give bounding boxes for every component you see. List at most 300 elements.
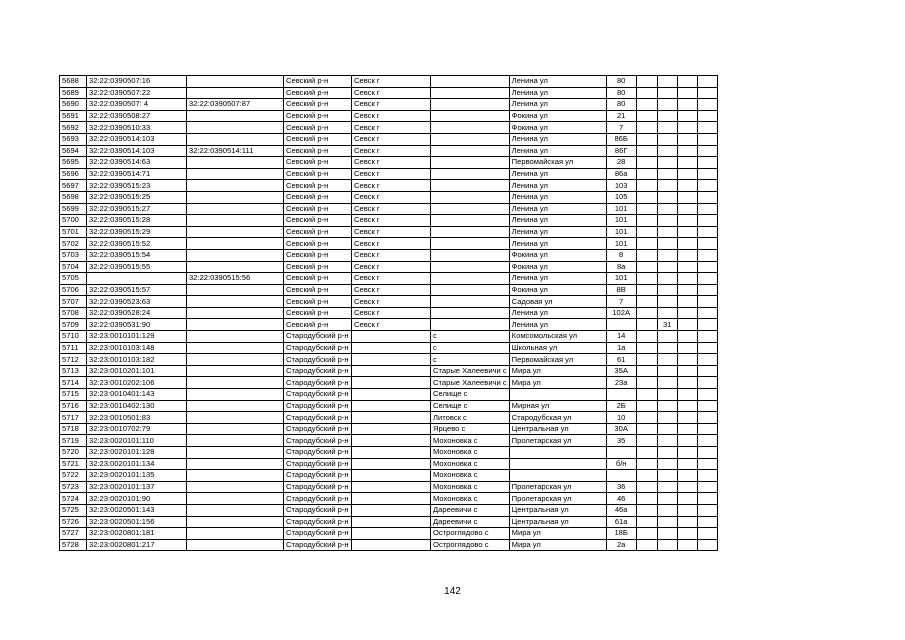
- table-row: [60, 377, 718, 389]
- cell-street: Фокина ул: [509, 261, 606, 273]
- cell-city: [352, 447, 431, 459]
- cell-house-number: 8а: [606, 261, 636, 273]
- cell-settlement: Остроглядово с: [431, 539, 510, 551]
- cell-cadastral-number: 32:23:0010402:130: [87, 400, 187, 412]
- cell-extra-1: [636, 354, 657, 366]
- cell-linked-cadastral-number: [187, 377, 284, 389]
- cell-house-number: 61: [606, 354, 636, 366]
- cell-extra-2: [657, 133, 677, 145]
- cell-street: Пролетарская ул: [509, 481, 606, 493]
- cell-house-number: 7: [606, 122, 636, 134]
- table-row: [60, 203, 718, 215]
- cell-city: Севск г: [352, 180, 431, 192]
- cell-cadastral-number: 32:23:0010702:79: [87, 423, 187, 435]
- cell-settlement: Мохоновка с: [431, 435, 510, 447]
- cell-settlement: [431, 203, 510, 215]
- cell-extra-2: [657, 180, 677, 192]
- cell-settlement: Старые Халеевичи с: [431, 377, 510, 389]
- cell-extra-2: [657, 249, 677, 261]
- cell-cadastral-number: 32:22:0390528:24: [87, 307, 187, 319]
- cell-district: Севский р-н: [284, 319, 352, 331]
- cell-settlement: [431, 249, 510, 261]
- cell-house-number: 86Б: [606, 133, 636, 145]
- cell-house-number: 28: [606, 157, 636, 169]
- cell-settlement: [431, 238, 510, 250]
- cell-extra-3: [677, 203, 697, 215]
- table-row: [60, 191, 718, 203]
- cell-street: Мира ул: [509, 528, 606, 540]
- table-row: [60, 354, 718, 366]
- cell-extra-3: [677, 296, 697, 308]
- cell-house-number: [606, 319, 636, 331]
- cell-street: Ленина ул: [509, 203, 606, 215]
- cell-linked-cadastral-number: [187, 157, 284, 169]
- cell-house-number: 101: [606, 215, 636, 227]
- cell-cadastral-number: 32:23:0020501:156: [87, 516, 187, 528]
- cell-street: Ленина ул: [509, 226, 606, 238]
- cell-extra-1: [636, 261, 657, 273]
- cell-extra-1: [636, 215, 657, 227]
- cell-extra-3: [677, 447, 697, 459]
- cell-linked-cadastral-number: [187, 284, 284, 296]
- cell-extra-2: [657, 528, 677, 540]
- cell-street: Ленина ул: [509, 76, 606, 88]
- cell-house-number: 86Г: [606, 145, 636, 157]
- cell-linked-cadastral-number: [187, 319, 284, 331]
- table-row: [60, 504, 718, 516]
- cell-linked-cadastral-number: [187, 168, 284, 180]
- cell-settlement: Селище с: [431, 400, 510, 412]
- table-row: [60, 481, 718, 493]
- cell-extra-2: [657, 226, 677, 238]
- cell-district: Стародубский р-н: [284, 447, 352, 459]
- cell-house-number: 101: [606, 226, 636, 238]
- cell-city: Севск г: [352, 203, 431, 215]
- cell-extra-3: [677, 470, 697, 482]
- table-row: [60, 87, 718, 99]
- cell-street: Стародубская ул: [509, 412, 606, 424]
- cell-extra-1: [636, 435, 657, 447]
- cell-city: Севск г: [352, 296, 431, 308]
- cell-city: Севск г: [352, 307, 431, 319]
- cell-extra-2: [657, 481, 677, 493]
- cell-row-number: 5714: [60, 377, 87, 389]
- cell-settlement: [431, 273, 510, 285]
- cell-extra-1: [636, 389, 657, 401]
- cell-extra-2: [657, 389, 677, 401]
- cell-linked-cadastral-number: [187, 539, 284, 551]
- cell-row-number: 5707: [60, 296, 87, 308]
- cell-linked-cadastral-number: [187, 423, 284, 435]
- cell-house-number: 10: [606, 412, 636, 424]
- cell-district: Стародубский р-н: [284, 365, 352, 377]
- cell-city: [352, 331, 431, 343]
- cell-extra-2: [657, 87, 677, 99]
- cell-extra-3: [677, 539, 697, 551]
- cell-street: Мира ул: [509, 377, 606, 389]
- table-row: [60, 493, 718, 505]
- table-row: [60, 180, 718, 192]
- cell-house-number: 101: [606, 238, 636, 250]
- cell-street: Ленина ул: [509, 319, 606, 331]
- cell-house-number: 18Б: [606, 528, 636, 540]
- cell-street: Ленина ул: [509, 273, 606, 285]
- cell-extra-2: [657, 191, 677, 203]
- cell-house-number: 80: [606, 76, 636, 88]
- cell-settlement: [431, 99, 510, 111]
- cell-city: Севск г: [352, 110, 431, 122]
- cell-settlement: Мохоновка с: [431, 470, 510, 482]
- cell-house-number: 80: [606, 99, 636, 111]
- table-row: [60, 307, 718, 319]
- cell-district: Стародубский р-н: [284, 504, 352, 516]
- cell-city: [352, 481, 431, 493]
- cell-extra-2: [657, 423, 677, 435]
- cell-extra-1: [636, 516, 657, 528]
- cell-street: Фокина ул: [509, 122, 606, 134]
- cell-empty: [697, 504, 717, 516]
- cell-district: Стародубский р-н: [284, 331, 352, 343]
- cell-extra-3: [677, 516, 697, 528]
- cell-settlement: с: [431, 342, 510, 354]
- cell-settlement: [431, 307, 510, 319]
- cell-city: [352, 354, 431, 366]
- cell-cadastral-number: 32:23:0010201:101: [87, 365, 187, 377]
- cell-empty: [697, 354, 717, 366]
- cell-empty: [697, 470, 717, 482]
- cell-empty: [697, 99, 717, 111]
- cell-district: Севский р-н: [284, 284, 352, 296]
- cell-house-number: 8: [606, 249, 636, 261]
- cell-empty: [697, 76, 717, 88]
- cell-house-number: 30А: [606, 423, 636, 435]
- cell-row-number: 5726: [60, 516, 87, 528]
- cell-city: [352, 435, 431, 447]
- cell-empty: [697, 110, 717, 122]
- cell-cadastral-number: 32:22:0390514:71: [87, 168, 187, 180]
- cell-settlement: Старые Халеевичи с: [431, 365, 510, 377]
- table-row: [60, 400, 718, 412]
- cell-cadastral-number: 32:22:0390507: 4: [87, 99, 187, 111]
- cell-city: Севск г: [352, 145, 431, 157]
- cell-row-number: 5693: [60, 133, 87, 145]
- cell-extra-3: [677, 377, 697, 389]
- data-table: [59, 75, 718, 551]
- cell-linked-cadastral-number: [187, 87, 284, 99]
- cell-district: Стародубский р-н: [284, 354, 352, 366]
- cell-settlement: [431, 191, 510, 203]
- cell-extra-1: [636, 203, 657, 215]
- cell-linked-cadastral-number: [187, 400, 284, 412]
- cell-cadastral-number: 32:22:0390515:28: [87, 215, 187, 227]
- cell-house-number: [606, 389, 636, 401]
- cell-empty: [697, 481, 717, 493]
- cell-cadastral-number: 32:22:0390515:25: [87, 191, 187, 203]
- cell-row-number: 5719: [60, 435, 87, 447]
- cell-linked-cadastral-number: [187, 249, 284, 261]
- cell-linked-cadastral-number: [187, 528, 284, 540]
- cell-empty: [697, 365, 717, 377]
- cell-house-number: 14: [606, 331, 636, 343]
- cell-extra-2: 31: [657, 319, 677, 331]
- cell-linked-cadastral-number: [187, 354, 284, 366]
- cell-row-number: 5704: [60, 261, 87, 273]
- table-row: [60, 412, 718, 424]
- cell-district: Севский р-н: [284, 238, 352, 250]
- cell-row-number: 5690: [60, 99, 87, 111]
- cell-linked-cadastral-number: 32:22:0390507:87: [187, 99, 284, 111]
- cell-row-number: 5699: [60, 203, 87, 215]
- cell-empty: [697, 423, 717, 435]
- cell-row-number: 5691: [60, 110, 87, 122]
- cell-linked-cadastral-number: [187, 365, 284, 377]
- cell-empty: [697, 87, 717, 99]
- cell-city: [352, 423, 431, 435]
- cell-cadastral-number: 32:23:0010501:83: [87, 412, 187, 424]
- cell-extra-1: [636, 168, 657, 180]
- cell-city: [352, 377, 431, 389]
- cell-district: Стародубский р-н: [284, 539, 352, 551]
- cell-house-number: 102А: [606, 307, 636, 319]
- cell-linked-cadastral-number: 32:22:0390514:111: [187, 145, 284, 157]
- cell-extra-3: [677, 458, 697, 470]
- cell-empty: [697, 342, 717, 354]
- cell-house-number: б/н: [606, 458, 636, 470]
- cell-extra-3: [677, 191, 697, 203]
- cell-extra-1: [636, 504, 657, 516]
- cell-settlement: [431, 261, 510, 273]
- cell-district: Севский р-н: [284, 133, 352, 145]
- cell-street: Школьная ул: [509, 342, 606, 354]
- table-row: [60, 122, 718, 134]
- cell-street: Ленина ул: [509, 180, 606, 192]
- cell-empty: [697, 122, 717, 134]
- cell-extra-2: [657, 273, 677, 285]
- cell-settlement: [431, 122, 510, 134]
- table-body: [60, 76, 718, 551]
- cell-extra-1: [636, 145, 657, 157]
- cell-empty: [697, 493, 717, 505]
- cell-cadastral-number: 32:23:0020801:181: [87, 528, 187, 540]
- cell-extra-1: [636, 493, 657, 505]
- cell-extra-1: [636, 447, 657, 459]
- cell-district: Севский р-н: [284, 122, 352, 134]
- cell-city: Севск г: [352, 249, 431, 261]
- cell-cadastral-number: 32:22:0390515:27: [87, 203, 187, 215]
- cell-house-number: 86а: [606, 168, 636, 180]
- cell-district: Севский р-н: [284, 261, 352, 273]
- cell-district: Стародубский р-н: [284, 412, 352, 424]
- cell-cadastral-number: 32:23:0020501:143: [87, 504, 187, 516]
- cell-cadastral-number: 32:22:0390507:22: [87, 87, 187, 99]
- cell-house-number: 8В: [606, 284, 636, 296]
- cell-empty: [697, 458, 717, 470]
- cell-empty: [697, 215, 717, 227]
- cell-empty: [697, 307, 717, 319]
- cell-house-number: 46а: [606, 504, 636, 516]
- cell-settlement: [431, 284, 510, 296]
- cell-street: Первомайская ул: [509, 354, 606, 366]
- cell-linked-cadastral-number: [187, 331, 284, 343]
- cell-settlement: [431, 226, 510, 238]
- table-row: [60, 528, 718, 540]
- cell-street: [509, 470, 606, 482]
- cell-street: Фокина ул: [509, 284, 606, 296]
- cell-extra-1: [636, 122, 657, 134]
- cell-extra-3: [677, 504, 697, 516]
- table-row: [60, 145, 718, 157]
- cell-settlement: [431, 215, 510, 227]
- cell-row-number: 5708: [60, 307, 87, 319]
- cell-cadastral-number: 32:22:0390515:54: [87, 249, 187, 261]
- cell-linked-cadastral-number: [187, 180, 284, 192]
- table-row: [60, 539, 718, 551]
- cell-extra-3: [677, 110, 697, 122]
- cell-linked-cadastral-number: [187, 122, 284, 134]
- cell-street: [509, 458, 606, 470]
- cell-house-number: 105: [606, 191, 636, 203]
- cell-district: Севский р-н: [284, 99, 352, 111]
- cell-house-number: 23а: [606, 377, 636, 389]
- cell-linked-cadastral-number: [187, 435, 284, 447]
- cell-district: Севский р-н: [284, 203, 352, 215]
- table-row: [60, 319, 718, 331]
- cell-cadastral-number: 32:23:0020101:134: [87, 458, 187, 470]
- cell-house-number: 1а: [606, 342, 636, 354]
- cell-extra-3: [677, 423, 697, 435]
- cell-extra-2: [657, 284, 677, 296]
- cell-street: Центральная ул: [509, 423, 606, 435]
- cell-cadastral-number: 32:22:0390514:63: [87, 157, 187, 169]
- cell-extra-1: [636, 284, 657, 296]
- cell-extra-2: [657, 447, 677, 459]
- cell-row-number: 5697: [60, 180, 87, 192]
- cell-district: Севский р-н: [284, 273, 352, 285]
- cell-empty: [697, 319, 717, 331]
- cell-row-number: 5695: [60, 157, 87, 169]
- cell-street: Фокина ул: [509, 110, 606, 122]
- cell-empty: [697, 516, 717, 528]
- cell-district: Севский р-н: [284, 226, 352, 238]
- cell-cadastral-number: 32:22:0390514:103: [87, 133, 187, 145]
- cell-district: Севский р-н: [284, 296, 352, 308]
- cell-row-number: 5709: [60, 319, 87, 331]
- cell-empty: [697, 331, 717, 343]
- cell-house-number: 2а: [606, 539, 636, 551]
- cell-extra-1: [636, 539, 657, 551]
- table-row: [60, 238, 718, 250]
- table-row: [60, 423, 718, 435]
- cell-empty: [697, 539, 717, 551]
- cell-street: Ленина ул: [509, 133, 606, 145]
- table-row: [60, 261, 718, 273]
- cell-street: Фокина ул: [509, 249, 606, 261]
- cell-extra-3: [677, 481, 697, 493]
- cell-settlement: [431, 145, 510, 157]
- cell-linked-cadastral-number: [187, 110, 284, 122]
- cell-empty: [697, 377, 717, 389]
- cell-street: Мира ул: [509, 539, 606, 551]
- cell-settlement: [431, 157, 510, 169]
- cell-district: Стародубский р-н: [284, 481, 352, 493]
- cell-district: Севский р-н: [284, 191, 352, 203]
- cell-extra-3: [677, 145, 697, 157]
- cell-city: [352, 389, 431, 401]
- cell-empty: [697, 435, 717, 447]
- cell-district: Севский р-н: [284, 87, 352, 99]
- cell-extra-1: [636, 191, 657, 203]
- cell-empty: [697, 389, 717, 401]
- cell-city: [352, 493, 431, 505]
- cell-extra-2: [657, 99, 677, 111]
- cell-street: Ленина ул: [509, 87, 606, 99]
- cell-district: Стародубский р-н: [284, 458, 352, 470]
- cell-extra-3: [677, 273, 697, 285]
- cell-extra-3: [677, 284, 697, 296]
- cell-row-number: 5712: [60, 354, 87, 366]
- cell-extra-1: [636, 528, 657, 540]
- cell-extra-2: [657, 296, 677, 308]
- cell-house-number: [606, 470, 636, 482]
- cell-street: Ленина ул: [509, 238, 606, 250]
- table-row: [60, 76, 718, 88]
- cell-cadastral-number: 32:23:0010202:106: [87, 377, 187, 389]
- table-row: [60, 331, 718, 343]
- cell-extra-3: [677, 261, 697, 273]
- cell-empty: [697, 238, 717, 250]
- cell-house-number: 101: [606, 203, 636, 215]
- cell-row-number: 5700: [60, 215, 87, 227]
- table-row: [60, 447, 718, 459]
- cell-city: Севск г: [352, 215, 431, 227]
- cell-linked-cadastral-number: [187, 215, 284, 227]
- cell-extra-1: [636, 76, 657, 88]
- cell-city: Севск г: [352, 226, 431, 238]
- cell-street: Ленина ул: [509, 215, 606, 227]
- cell-linked-cadastral-number: [187, 226, 284, 238]
- cell-extra-3: [677, 354, 697, 366]
- cell-extra-3: [677, 215, 697, 227]
- cell-district: Севский р-н: [284, 145, 352, 157]
- cell-row-number: 5715: [60, 389, 87, 401]
- cell-row-number: 5702: [60, 238, 87, 250]
- cell-settlement: [431, 319, 510, 331]
- cell-empty: [697, 180, 717, 192]
- cell-street: Ленина ул: [509, 307, 606, 319]
- cell-street: Садовая ул: [509, 296, 606, 308]
- cell-extra-2: [657, 168, 677, 180]
- cell-district: Стародубский р-н: [284, 342, 352, 354]
- cell-extra-1: [636, 400, 657, 412]
- cell-extra-1: [636, 319, 657, 331]
- cell-city: Севск г: [352, 319, 431, 331]
- cell-city: Севск г: [352, 273, 431, 285]
- cell-house-number: 35: [606, 435, 636, 447]
- cell-street: Ленина ул: [509, 99, 606, 111]
- cell-extra-2: [657, 493, 677, 505]
- cell-linked-cadastral-number: [187, 261, 284, 273]
- cell-cadastral-number: 32:23:0020101:135: [87, 470, 187, 482]
- cell-extra-1: [636, 226, 657, 238]
- cell-empty: [697, 168, 717, 180]
- cell-street: Пролетарская ул: [509, 493, 606, 505]
- cell-empty: [697, 226, 717, 238]
- cell-settlement: Литовск с: [431, 412, 510, 424]
- table-row: [60, 249, 718, 261]
- cell-extra-1: [636, 249, 657, 261]
- cell-extra-2: [657, 354, 677, 366]
- cell-extra-2: [657, 412, 677, 424]
